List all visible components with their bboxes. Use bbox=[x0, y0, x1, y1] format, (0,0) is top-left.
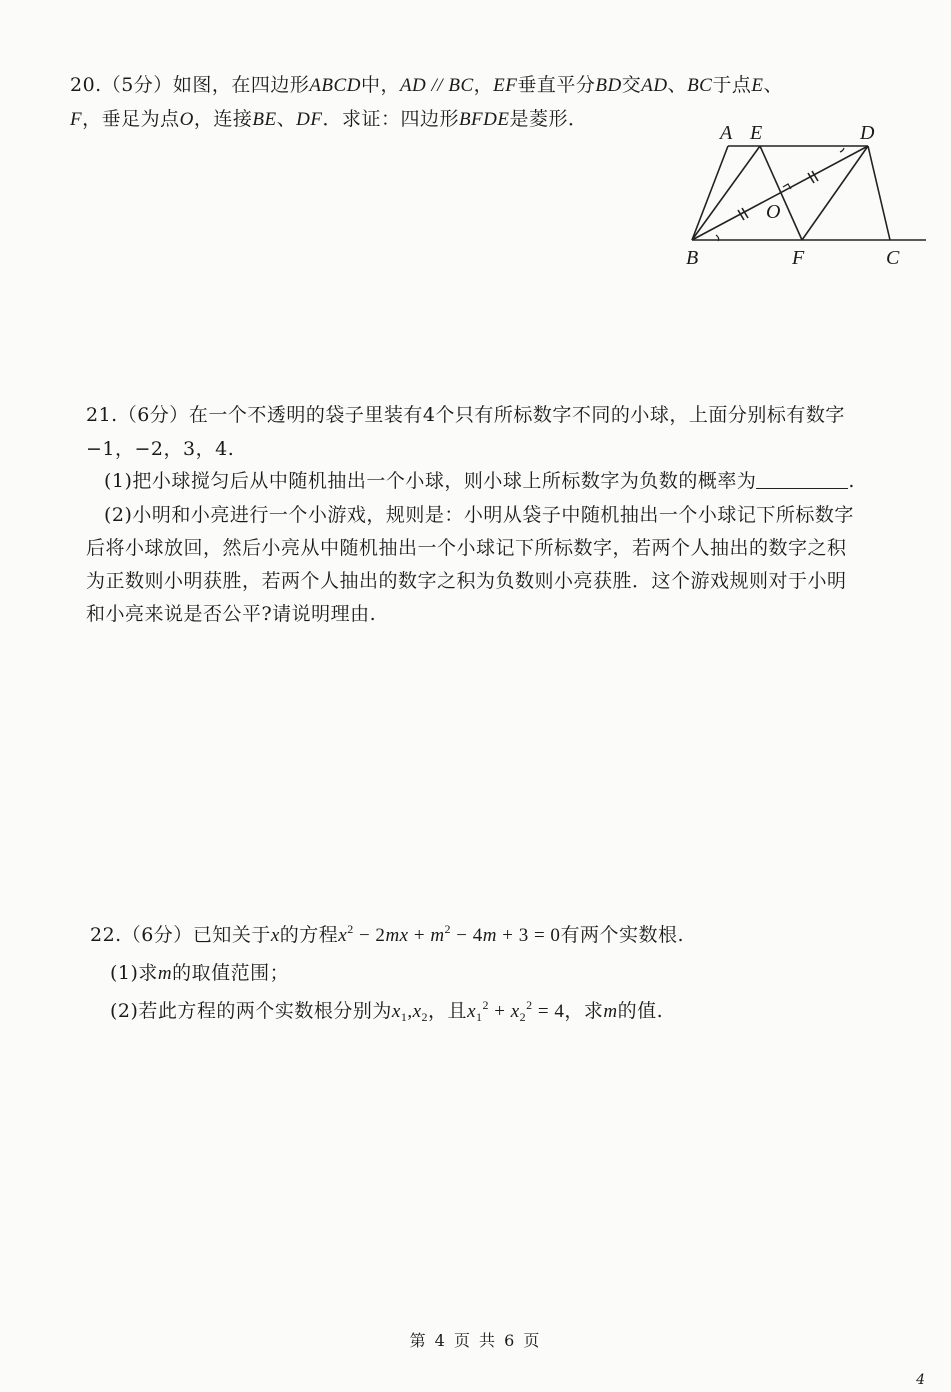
q20-text: 、 bbox=[763, 74, 783, 96]
q22-part-2-text: (2)若此方程的两个实数根分别为 bbox=[110, 1000, 392, 1022]
q21-part-2-text: 为正数则小明获胜，若两个人抽出的数字之积为负数则小亮获胜．这个游戏规则对于小明 bbox=[86, 570, 847, 592]
q22-roots bbox=[392, 1001, 428, 1022]
label-o: O bbox=[766, 201, 781, 223]
eq-exponent: 2 bbox=[347, 922, 354, 936]
q21-part-2-line-3 bbox=[86, 568, 847, 594]
root-comma: , bbox=[407, 1001, 413, 1022]
segment-bd bbox=[692, 146, 868, 240]
label-e: E bbox=[750, 122, 763, 144]
q22-condition bbox=[467, 998, 565, 1024]
eq-term: + 3 = 0 bbox=[497, 925, 561, 946]
q21-part-1 bbox=[104, 468, 855, 494]
q20-text: ，垂足为点 bbox=[82, 108, 180, 130]
q22-var-x: x bbox=[270, 925, 280, 946]
q21-part-2-text: 和小亮来说是否公平?请说明理由. bbox=[86, 603, 377, 625]
q20-text: 是菱形． bbox=[509, 108, 588, 130]
eq-term: m bbox=[482, 925, 497, 946]
q20-math-bd: BD bbox=[595, 75, 622, 96]
cond-var: x bbox=[510, 1001, 520, 1022]
q20-number: 20. bbox=[70, 74, 102, 96]
eq-term: x bbox=[338, 925, 348, 946]
q20-math-e: E bbox=[751, 75, 764, 96]
q22-var-m: m bbox=[603, 1001, 618, 1022]
q20-score: （5分） bbox=[101, 74, 173, 96]
q20-text: 如图，在四边形 bbox=[172, 74, 310, 96]
q20-line-1 bbox=[70, 72, 783, 99]
segment-be bbox=[692, 146, 760, 240]
q20-math-be: BE bbox=[252, 109, 277, 130]
q22-text: 的方程 bbox=[279, 924, 339, 946]
q21-numbers: −1，−2，3，4. bbox=[86, 438, 235, 460]
q21-stem-line-1 bbox=[86, 402, 845, 428]
q21-part-1-text: (1)把小球搅匀后从中随机抽出一个小球，则小球上所标数字为负数的概率为 bbox=[104, 470, 757, 492]
angle-mark-d bbox=[840, 148, 844, 152]
eq-exponent: 2 bbox=[444, 922, 452, 936]
label-f: F bbox=[792, 247, 805, 269]
q22-equation bbox=[338, 922, 561, 946]
q22-number: 22. bbox=[90, 924, 122, 946]
q20-math-f: F bbox=[70, 109, 83, 130]
cond-exponent: 2 bbox=[482, 998, 489, 1012]
root-var: x bbox=[412, 1001, 422, 1022]
q22-part-2 bbox=[110, 998, 663, 1025]
q21-part-2-line-2 bbox=[86, 535, 847, 561]
eq-term: m bbox=[430, 925, 445, 946]
q20-text: ．求证：四边形 bbox=[322, 108, 459, 130]
label-b: B bbox=[686, 247, 699, 269]
q20-math-ad-parallel-bc: AD // BC bbox=[399, 75, 474, 96]
q20-text: 中， bbox=[360, 74, 400, 96]
cond-subscript: 2 bbox=[519, 1010, 527, 1024]
q21-stem-line-2 bbox=[86, 436, 234, 462]
cond-op: = 4 bbox=[532, 1001, 565, 1022]
q21-part-2-text: 后将小球放回，然后小亮从中随机抽出一个小球记下所标数字，若两个人抽出的数字之积 bbox=[86, 537, 847, 559]
cond-exponent: 2 bbox=[526, 998, 533, 1012]
label-a: A bbox=[720, 122, 733, 144]
q21-part-1-end: . bbox=[848, 470, 855, 492]
q22-text: 有两个实数根. bbox=[560, 924, 684, 946]
q20-text: ，连接 bbox=[193, 108, 253, 130]
q20-geometry-figure bbox=[680, 118, 930, 273]
q20-text: 、 bbox=[276, 108, 297, 130]
page-footer: 第 4 页 共 6 页 bbox=[409, 1331, 542, 1350]
label-c: C bbox=[886, 247, 900, 269]
q20-line-2 bbox=[70, 106, 588, 133]
q21-part-2-line-1 bbox=[104, 502, 854, 528]
q20-math-bc: BC bbox=[687, 75, 713, 96]
q20-text: 、 bbox=[667, 74, 688, 96]
q22-part-2-text: ，且 bbox=[428, 1000, 468, 1022]
root-subscript: 1 bbox=[400, 1010, 408, 1024]
q22-stem bbox=[90, 922, 684, 949]
q20-math-ef: EF bbox=[493, 75, 518, 96]
eq-term: mx bbox=[385, 925, 409, 946]
q21-part-2-line-4 bbox=[86, 601, 376, 627]
q22-part-2-end: 的值. bbox=[617, 1000, 664, 1022]
q20-math-ad: AD bbox=[641, 75, 668, 96]
cond-subscript: 1 bbox=[476, 1010, 483, 1024]
q22-part-1-end: 的取值范围； bbox=[172, 962, 290, 984]
q20-math-o: O bbox=[179, 109, 194, 130]
q20-math-abcd: ABCD bbox=[309, 75, 361, 96]
q21-number: 21. bbox=[86, 404, 118, 426]
q22-part-2-text: ，求 bbox=[564, 1000, 604, 1022]
q20-math-bfde: BFDE bbox=[458, 109, 510, 130]
q20-text: ， bbox=[473, 74, 494, 96]
root-subscript: 2 bbox=[421, 1010, 429, 1024]
q22-text: 已知关于 bbox=[192, 924, 271, 946]
q20-text: 交 bbox=[621, 74, 642, 96]
cond-op: + bbox=[489, 1001, 511, 1022]
eq-term: + bbox=[408, 925, 431, 946]
label-d: D bbox=[860, 122, 875, 144]
segment-df bbox=[802, 146, 868, 240]
q22-part-1-text: (1)求 bbox=[110, 962, 158, 984]
segment-dc bbox=[868, 146, 890, 240]
root-var: x bbox=[391, 1001, 401, 1022]
q20-text: 垂直平分 bbox=[517, 74, 596, 96]
q21-score: （6分） bbox=[117, 404, 189, 426]
q21-stem: 在一个不透明的袋子里装有4个只有所标数字不同的小球，上面分别标有数字 bbox=[188, 404, 845, 426]
eq-term: − 4 bbox=[451, 925, 483, 946]
segment-ab bbox=[692, 146, 728, 240]
q22-part-1 bbox=[110, 960, 289, 987]
cond-var: x bbox=[467, 1001, 476, 1022]
segment-ef bbox=[760, 146, 802, 240]
q20-text: 于点 bbox=[712, 74, 752, 96]
q22-score: （6分） bbox=[121, 924, 193, 946]
q20-math-df: DF bbox=[296, 109, 323, 130]
eq-term: − 2 bbox=[353, 925, 386, 946]
q22-var-m: m bbox=[157, 963, 173, 984]
corner-page-mark: 4 bbox=[916, 1372, 925, 1388]
answer-blank[interactable] bbox=[756, 470, 848, 489]
q21-part-2-text: (2)小明和小亮进行一个小游戏，规则是：小明从袋子中随机抽出一个小球记下所标数字 bbox=[104, 504, 854, 526]
